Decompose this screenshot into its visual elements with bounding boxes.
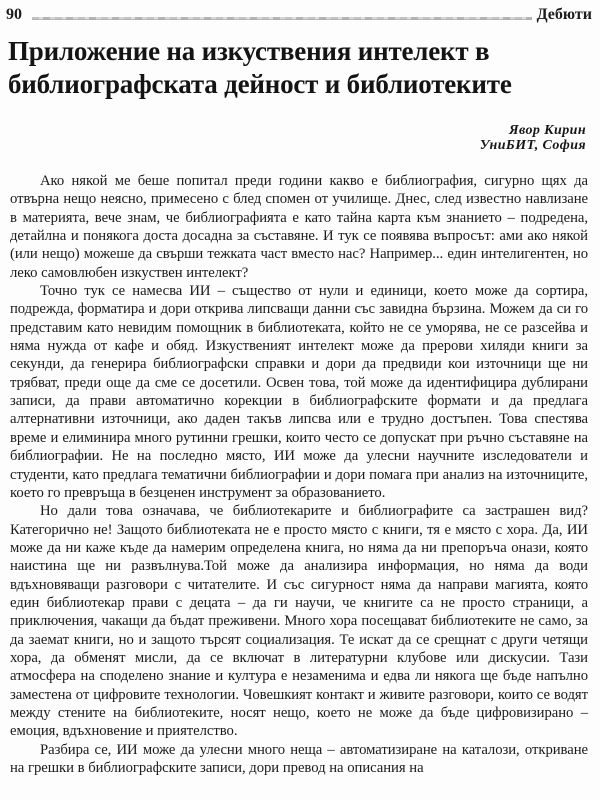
running-head-rule: [32, 17, 535, 20]
body-paragraph: Ако някой ме беше попитал преди години какво е библиография, сигурно щях да отвърна нещо неясно, примесено с блед спомен от училище. Днес, след известно навлизане в материята, вече знам, че библиографията е като тайна карта към знанието – подредена, детайлна и понякога доста досадна за съставяне. И тук се появява въпросът: ами ако някой (или нещо) можеше да свърши тежката част вместо нас? Например... един интелигентен, но леко самовлюбен изкуствен интелект?: [10, 173, 588, 281]
body-paragraph: Но дали това означава, че библиотекарите и библиографите са застрашен вид? Категорично не! Защото библиотеката не е просто място с книги, тя е място с хора. Да, ИИ може да ни каже къде да намерим определена книга, но няма да ни препоръча онази, която наистина ще ни развълнува.Той може да анализира информация, но няма да води вдъхновяващи разговори с читателите. И със сигурност няма да направи магията, която един библиотекар прави с децата – да ги научи, че книгите са не просто страници, а приключения, чакащи да бъдат преживени. Много хора посещават библиотеките не само, за да заемат книги, но и защото търсят социализация. Те искат да се срещнат с други четящи хора, да обменят мисли, да се включат в литературни клубове или дискусии. Тази атмосфера на споделено знание и култура е незаменима и едва ли някога ще бъде напълно заместена от цифровите технологии. Човешкият контакт и живите разговори, които се водят между стените на библиотеките, носят нещо, което не може да бъде цифровизирано – емоция, вдъхновение и приятелство.: [10, 503, 588, 740]
author-name: Явор Кирин: [508, 123, 586, 138]
byline: [6, 123, 592, 153]
article-title-line-1: Приложение на изкуствения интелект в: [8, 36, 490, 66]
running-head: [6, 0, 592, 23]
article-title-line-2: библиографската дейност и библиотеките: [8, 69, 512, 99]
body-paragraph: Точно тук се намесва ИИ – същество от нули и единици, което може да сортира, подрежда, форматира и дори открива липсващи данни със завидна бързина. Можем да си го представим като невидим помощник в библиотеката, който не се уморява, не се разсейва и няма нужда от кафе и обяд. Изкуственият интелект може да прерови хиляди книги за секунди, да генерира библиографски справки и дори да предвиди кои източници ще ни трябват, преди още да сме се досетили. Освен това, той може да идентифицира дублирани записи, да прави автоматично корекции в библиографските формати и да предлага алтернативни източници, ако даден такъв липсва или е трудно достъпен. Това спестява време и елиминира много рутинни грешки, които често се допускат при ръчно съставяне на библиографии. Не на последно място, ИИ може да улесни научните изследователи и студенти, като предлага тематични библиографии и дори помага при анализ на източниците, което го превръща в безценен инструмент за образованието.: [10, 283, 588, 501]
page-title: [6, 35, 592, 101]
body-paragraph: Разбира се, ИИ може да улесни много неща – автоматизиране на каталози, откриване на грешки в библиографските записи, дори превод на описания на: [10, 741, 588, 776]
author-affiliation: УниБИТ, София: [479, 138, 586, 153]
running-head-section-title: Дебюти: [532, 7, 592, 23]
article-body: [6, 172, 592, 777]
page-number: 90: [6, 7, 26, 23]
